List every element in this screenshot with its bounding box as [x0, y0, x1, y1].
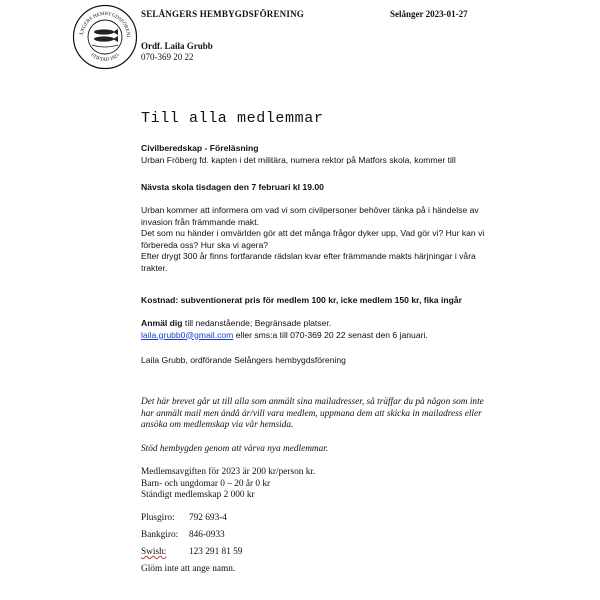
- signup-contact-line: [141, 330, 541, 342]
- signup-rest: till nedanstående; Begränsade platser.: [182, 318, 332, 328]
- mailing-note: [141, 397, 541, 432]
- signature: Laila Grubb, ordförande Selångers hembygdsförening: [141, 355, 346, 365]
- plusgiro-label: Plusgiro:: [141, 513, 175, 523]
- plusgiro-value: 792 693-4: [189, 513, 227, 523]
- signup-line: [141, 318, 541, 330]
- event-section: [141, 143, 541, 166]
- letter-title: Till alla medlemmar: [141, 110, 324, 127]
- support-note: Stöd hembygden genom att värva nya medlemmar.: [141, 444, 329, 454]
- email-link[interactable]: laila.grubb0@gmail.com: [141, 329, 234, 340]
- swish-label: Swish:: [141, 547, 167, 557]
- plusgiro-row: [141, 513, 227, 523]
- event-description: [141, 205, 541, 274]
- desc-line: Det som nu händer i omvärlden gör att det många frågor dyker upp, Vad gör vi? Hur kan vi: [141, 228, 485, 238]
- bankgiro-row: [141, 530, 225, 540]
- swish-value: 123 291 81 59: [189, 547, 243, 557]
- desc-line: invasion från främmande makt.: [141, 216, 259, 227]
- desc-line: Urban kommer att informera om vad vi som civilpersoner behöver tänka på i händelse av: [141, 205, 479, 215]
- swish-row: [141, 547, 243, 557]
- signup-after-email: eller sms:a till 070-369 20 22 senast den 6 januari.: [233, 329, 428, 340]
- desc-line: förbereda oss? Hur ska vi agera?: [141, 239, 269, 250]
- desc-line: Efter drygt 300 år finns fortfarande rädslan kvar efter främmande makts härjningar i våra: [141, 251, 476, 261]
- note-line: har anmält mail men ändå är/vill vara medlem, uppmana dem att skicka in mailadress eller: [141, 408, 482, 419]
- cost-line: Kostnad: subventionerat pris för medlem 100 kr, icke medlem 150 kr, fika ingår: [141, 295, 462, 305]
- event-intro: Urban Fröberg fd. kapten i det militära, numera rektor på Matfors skola, kommer till: [141, 154, 456, 165]
- signup-section: [141, 318, 541, 341]
- fee-line: Ständigt medlemskap 2 000 kr: [141, 490, 255, 501]
- signup-lead: Anmäl dig: [141, 318, 183, 328]
- chair-phone: 070-369 20 22: [141, 52, 194, 62]
- desc-line: trakter.: [141, 262, 168, 273]
- fee-line: Barn- och ungdomar 0 – 20 år 0 kr: [141, 478, 271, 489]
- fee-line: Medlemsavgiften för 2023 är 200 kr/person kr.: [141, 467, 316, 477]
- event-when: Nävsta skola tisdagen den 7 februari kl 19.00: [141, 182, 324, 192]
- fees-section: [141, 467, 541, 502]
- place-date: Selånger 2023-01-27: [390, 9, 468, 19]
- organization-name: SELÅNGERS HEMBYGDSFÖRENING: [141, 9, 304, 19]
- bankgiro-label: Bankgiro:: [141, 530, 179, 540]
- event-heading: Civilberedskap - Föreläsning: [141, 143, 259, 153]
- society-seal-logo: [72, 4, 138, 70]
- name-reminder: Glöm inte att ange namn.: [141, 564, 236, 574]
- chair-name: Ordf. Laila Grubb: [141, 41, 213, 51]
- svg-text:STIFTAD 1921: STIFTAD 1921: [89, 52, 121, 64]
- svg-text:SELÅNGERS HEMBYGDSFÖRENING: ÅNGERS HEMBYGDSFÖRENI: [79, 11, 131, 38]
- note-line: Det här brevet går ut till alla som anmält sina mailadresser, så träffar du på någon som inte: [141, 397, 484, 407]
- note-line: ansöka om medlemskap via vår hemsida.: [141, 420, 294, 431]
- bankgiro-value: 846-0933: [189, 530, 225, 540]
